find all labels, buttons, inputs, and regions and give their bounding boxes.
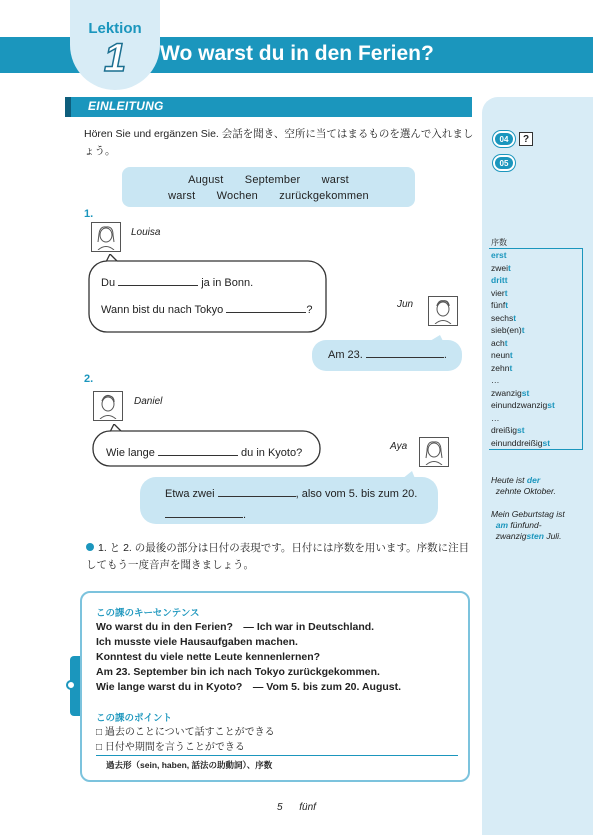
dialogue-line — [106, 445, 302, 459]
audio-row-2 — [493, 155, 515, 171]
line-text: Du — [101, 277, 116, 289]
line-text: , also vom 5. bis zum 20. — [295, 488, 418, 500]
ordinal-stem: fünf — [491, 300, 506, 310]
ordinal-item — [489, 337, 582, 350]
line-text: du in Kyoto? — [241, 447, 303, 459]
speaker-name: Aya — [390, 441, 408, 452]
ordinal-stem: zehn — [491, 362, 510, 373]
ordinal-suffix: st — [542, 437, 551, 448]
ordinal-stem: … — [491, 375, 500, 385]
example-highlight: sten — [526, 531, 544, 541]
line-text: Wie lange — [106, 447, 155, 459]
line-text: ja in Bonn. — [201, 277, 254, 289]
ordinal-item — [489, 437, 582, 450]
example-text: Juli. — [546, 531, 562, 541]
ordinal-stem: einundzwanzig — [491, 400, 548, 410]
ordinal-item — [489, 324, 582, 337]
ordinal-item — [489, 262, 582, 275]
line-text: . — [443, 349, 447, 361]
example-text: zehnte Oktober. — [495, 486, 556, 496]
ordinal-suffix: t — [504, 287, 508, 298]
word-item: September — [244, 174, 301, 186]
ordinal-item — [489, 299, 582, 312]
blank-field[interactable] — [165, 507, 243, 518]
example-text: fünfund- — [510, 520, 542, 530]
ordinal-item — [489, 362, 582, 375]
dialogue-line — [101, 275, 253, 289]
ordinal-suffix: t — [521, 325, 525, 335]
ordinal-heading: 序数 — [491, 238, 507, 247]
line-text: ? — [306, 304, 313, 316]
example-text: zwanzig — [495, 531, 527, 541]
key-sentence: Ich musste viele Hausaufgaben machen. — [96, 636, 298, 648]
ordinal-item — [489, 287, 582, 300]
section-title: EINLEITUNG — [88, 99, 164, 113]
bullet-icon — [86, 543, 94, 551]
line-text: Wann bist du nach Tokyo — [101, 304, 224, 316]
ordinal-stem: vier — [491, 287, 505, 298]
lektion-label: Lektion — [88, 20, 142, 37]
blank-field[interactable] — [366, 347, 444, 358]
dialogue-reply — [165, 486, 417, 500]
side-example-2 — [491, 509, 587, 542]
word-item: Wochen — [216, 190, 258, 202]
person-icon — [431, 298, 455, 324]
ordinal-item — [489, 349, 582, 362]
ordinal-suffix: t — [509, 350, 513, 360]
ordinal-suffix: dritt — [491, 275, 508, 285]
ordinal-suffix: t — [504, 337, 508, 348]
ordinal-stem: zwanzig — [491, 387, 522, 398]
ordinal-stem: sieb(en) — [491, 325, 522, 335]
avatar-aya — [419, 437, 449, 467]
ordinal-suffix: t — [513, 312, 517, 323]
word-item: warst — [168, 190, 196, 202]
page-word: fünf — [299, 802, 316, 813]
ordinal-stem: zwei — [491, 262, 509, 273]
example-highlight: am — [495, 520, 509, 530]
blank-field[interactable] — [158, 445, 238, 456]
ordinal-stem: einunddreißig — [491, 437, 543, 448]
lektion-number: 1 — [103, 36, 127, 80]
divider — [96, 755, 458, 756]
avatar-louisa — [91, 222, 121, 252]
ordinal-item — [489, 387, 582, 400]
points-heading: この課のポイント — [96, 713, 173, 724]
audio-track-icon[interactable]: 05 — [493, 155, 515, 171]
note-body: 1. と 2. の最後の部分は日付の表現です。日付には序数を用います。序数に注目してもう一度音声を聞きましょう。 — [86, 542, 470, 571]
note-text — [86, 540, 478, 574]
example-text: Mein Geburtstag ist — [491, 509, 565, 519]
key-tab-dot — [66, 680, 76, 690]
question-icon[interactable]: ? — [519, 132, 533, 146]
example-text: Heute ist — [491, 475, 525, 485]
ordinal-stem: neun — [491, 350, 510, 360]
example-highlight: der — [526, 475, 541, 485]
word-item: August — [188, 174, 224, 186]
ordinal-suffix: t — [505, 300, 509, 310]
speech-bubble — [88, 254, 328, 334]
ordinal-suffix: t — [508, 262, 511, 273]
ordinal-stem: sechs — [491, 312, 514, 323]
key-sentence: Wie lange warst du in Kyoto? — Vom 5. bis zum 20. August. — [96, 681, 402, 693]
dialogue-number: 2. — [84, 373, 94, 385]
dialogue-reply-end — [165, 507, 246, 521]
ordinal-suffix: st — [521, 387, 530, 398]
dialogue-line — [101, 302, 312, 316]
key-sentence: Am 23. September bin ich nach Tokyo zurückgekommen. — [96, 666, 380, 678]
ordinal-suffix: erst — [491, 250, 507, 260]
side-example-1 — [491, 475, 587, 497]
blank-field[interactable] — [226, 302, 306, 313]
key-sentences-list — [96, 620, 401, 695]
ordinal-suffix: t — [509, 362, 513, 373]
line-text: . — [243, 509, 247, 521]
ordinal-item — [489, 312, 582, 325]
points-list — [96, 725, 275, 755]
ordinal-suffix: st — [516, 425, 525, 435]
point-item: □ 日付や期間を言うことができる — [96, 742, 245, 753]
ordinal-item — [489, 399, 582, 412]
word-row-2 — [122, 190, 415, 202]
avatar-daniel — [93, 391, 123, 421]
line-text: Am 23. — [328, 349, 363, 361]
instruction-text: Hören Sie und ergänzen Sie. 会話を聞き、空所に当てはまるものを選んで入れましょう。 — [84, 128, 474, 157]
word-row-1 — [122, 174, 415, 186]
key-heading: この課のキーセンテンス — [96, 608, 200, 619]
dialogue-number: 1. — [84, 208, 94, 220]
speaker-name: Louisa — [131, 227, 161, 238]
ordinal-stem: ach — [491, 337, 505, 348]
ordinal-item — [489, 249, 582, 262]
page-footer — [0, 802, 593, 813]
audio-track-icon[interactable]: 04 — [493, 131, 515, 147]
ordinal-suffix: st — [547, 400, 555, 410]
page-number: 5 — [277, 802, 283, 813]
line-text: Etwa zwei — [165, 488, 215, 500]
side-panel — [482, 97, 593, 835]
ordinal-list — [489, 248, 583, 450]
speaker-name: Jun — [397, 299, 414, 310]
key-sentences-box — [80, 591, 470, 782]
avatar-jun — [428, 296, 458, 326]
blank-field[interactable] — [218, 486, 296, 497]
word-box — [122, 167, 415, 207]
ordinal-item — [489, 424, 582, 437]
key-sentence: Wo warst du in den Ferien? — Ich war in Deutschland. — [96, 621, 375, 633]
ordinal-item — [489, 374, 582, 387]
page-title: Wo warst du in den Ferien? — [160, 42, 434, 65]
blank-field[interactable] — [118, 275, 198, 286]
word-item: zurückgekommen — [279, 190, 369, 202]
speaker-name: Daniel — [134, 396, 163, 407]
point-item: □ 過去のことについて話すことができる — [96, 727, 275, 738]
person-icon — [94, 224, 118, 250]
audio-row — [493, 131, 533, 147]
person-icon — [96, 393, 120, 419]
grammar-text: 過去形（sein, haben, 話法の助動詞）、序数 — [106, 760, 273, 770]
dialogue-reply — [328, 347, 447, 361]
word-item: warst — [321, 174, 349, 186]
ordinal-item — [489, 274, 582, 287]
person-icon — [422, 439, 446, 465]
ordinal-stem: dreißig — [491, 425, 517, 435]
key-sentence: Konntest du viele nette Leute kennenlernen? — [96, 651, 321, 663]
ordinal-stem: … — [491, 412, 500, 423]
ordinal-item — [489, 412, 582, 425]
